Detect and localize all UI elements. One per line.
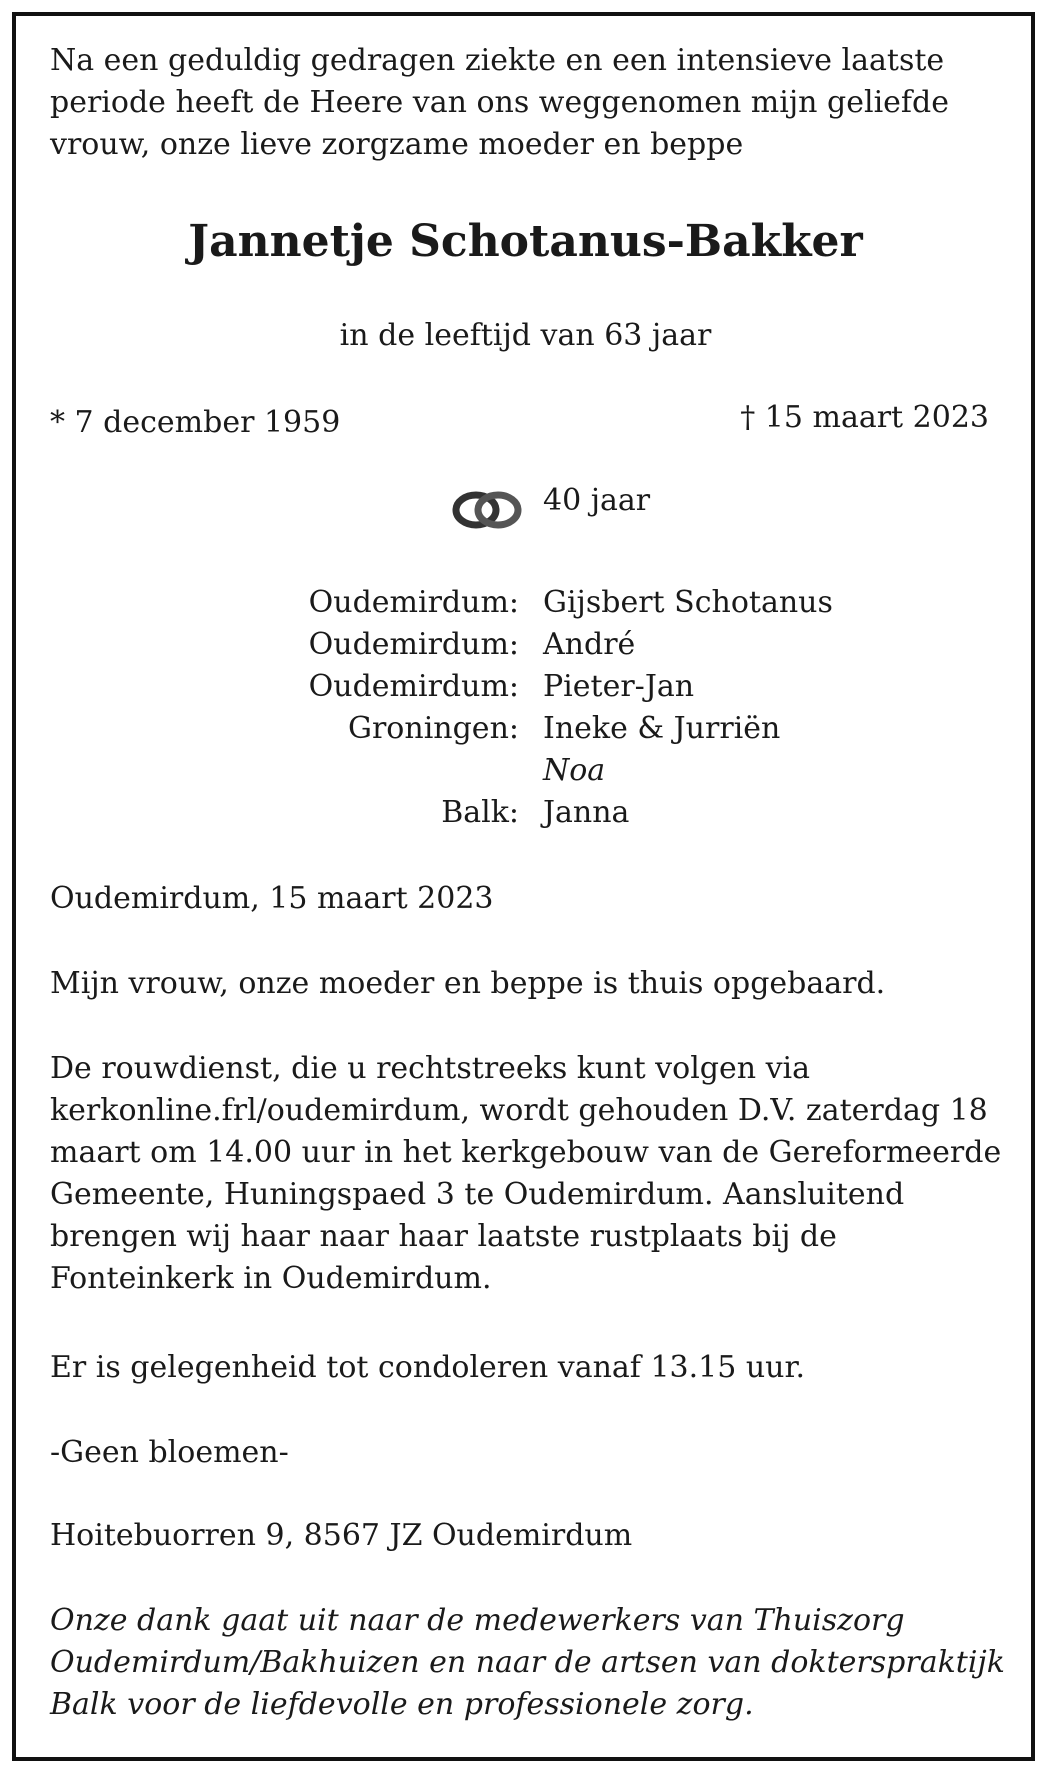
family-name: André [543,627,636,662]
no-flowers-text: -Geen bloemen- [50,1435,289,1470]
family-name: Gijsbert Schotanus [543,585,833,620]
age-line: in de leeftijd van 63 jaar [339,318,712,353]
deceased-name: Jannetje Schotanus-Bakker [188,216,863,267]
family-place: Balk: [441,795,519,830]
family-place: Oudemirdum: [308,585,519,620]
laid-out-text: Mijn vrouw, onze moeder en beppe is thuis opgebaard. [50,966,886,1001]
family-list [0,582,1051,834]
family-name: Noa [543,753,606,788]
wedding-rings-icon [448,488,528,532]
condolence-text: Er is gelegenheid tot condoleren vanaf 13.15 uur. [50,1350,806,1385]
family-place: Groningen: [348,711,519,746]
family-row [0,582,1051,624]
thanks-text: Onze dank gaat uit naar de medewerkers van Thuiszorg Oudemirdum/Bakhuizen en naar de artsen van dokterspraktijk Balk voor de liefdevolle en professionele zorg. [50,1603,1005,1722]
family-row [0,624,1051,666]
family-name: Ineke & Jurriën [543,711,781,746]
intro-text: Na een geduldig gedragen ziekte en een intensieve laatste periode heeft de Heere van ons weggenomen mijn geliefde vrouw, onze lieve zorgzame moeder en beppe [50,43,949,162]
death-date: † 15 maart 2023 [740,400,989,435]
family-row [0,750,1051,792]
family-row [0,666,1051,708]
address-text: Hoitebuorren 9, 8567 JZ Oudemirdum [50,1518,633,1553]
family-row [0,792,1051,834]
birth-date: * 7 december 1959 [50,405,341,440]
family-name: Janna [543,795,630,830]
married-years: 40 jaar [543,483,651,518]
place-date: Oudemirdum, 15 maart 2023 [50,881,494,916]
service-text: De rouwdienst, die u rechtstreeks kunt volgen via kerkonline.frl/oudemirdum, wordt gehouden D.V. zaterdag 18 maart om 14.00 uur in het kerkgebouw van de Gereformeerde Gemeente, Huningspaed 3 te Oudemirdum. Aansluitend brengen wij haar naar haar laatste rustplaats bij de Fonteinkerk in Oudemirdum. [50,1051,1002,1296]
family-name: Pieter-Jan [543,669,695,704]
family-row [0,708,1051,750]
family-place: Oudemirdum: [308,669,519,704]
family-place: Oudemirdum: [308,627,519,662]
